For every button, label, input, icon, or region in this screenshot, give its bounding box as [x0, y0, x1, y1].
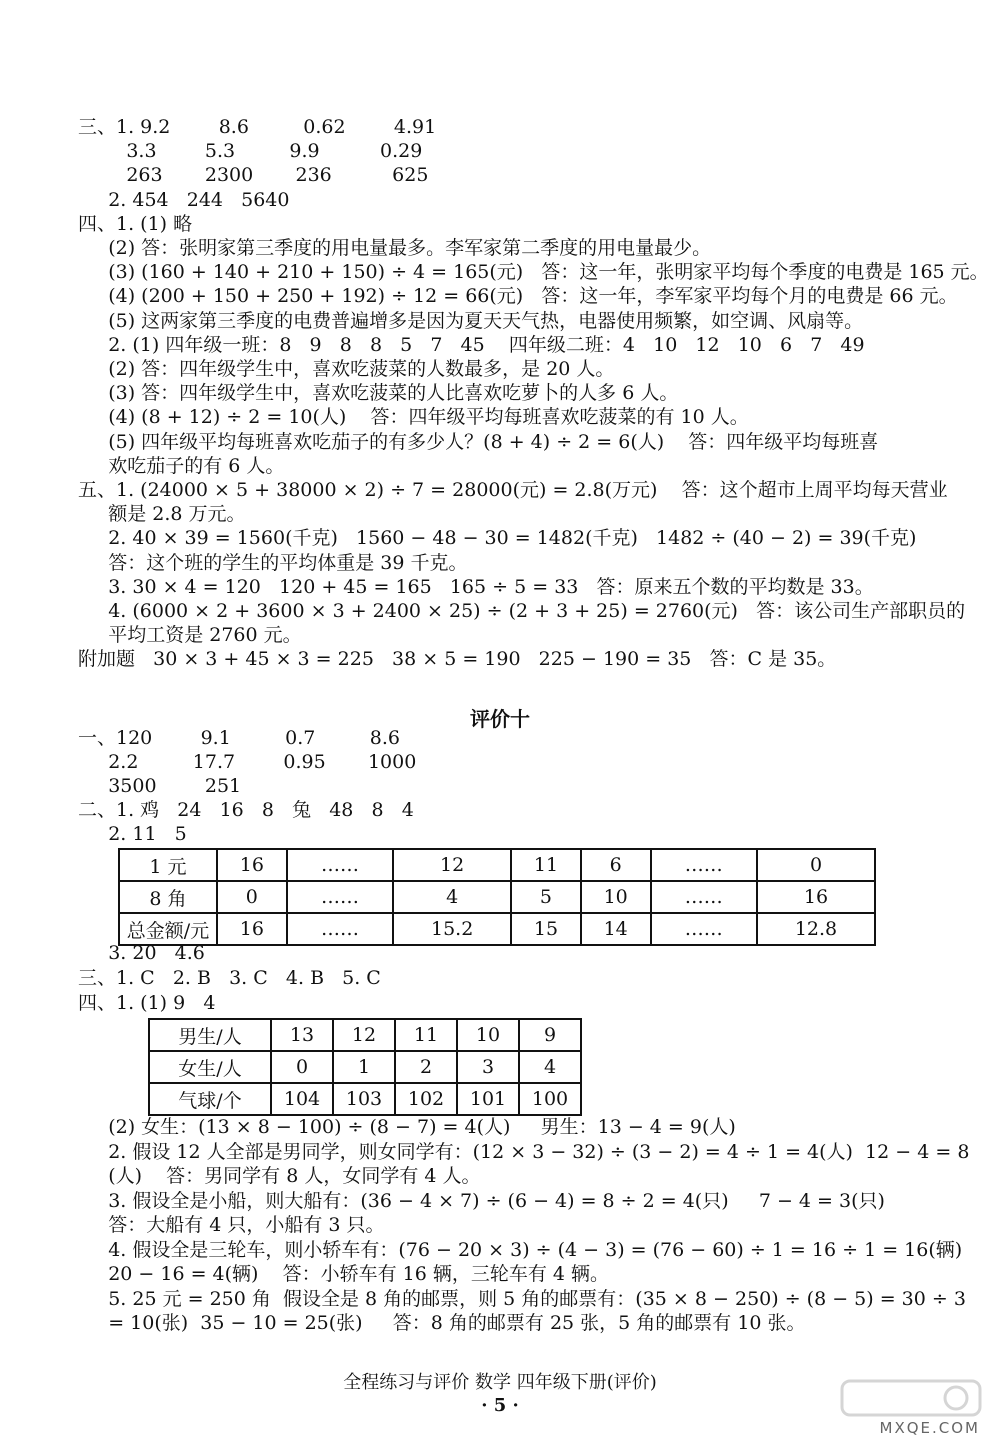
- text-line: 一、120 9.1 0.7 8.6: [78, 727, 400, 749]
- text-line: 二、1. 鸡 24 16 8 兔 48 8 4: [78, 799, 414, 821]
- text-line: 2. 假设 12 人全部是男同学，则女同学有：(12 × 3 − 32) ÷ (3 − 2) = 4 ÷ 1 = 4(人) 12 − 4 = 8: [78, 1140, 970, 1163]
- table-cell: 16: [217, 849, 287, 881]
- text-line: 4. 假设全是三轮车，则小轿车有：(76 − 20 × 3) ÷ (4 − 3) = (76 − 60) ÷ 1 = 16 ÷ 1 = 16(辆): [78, 1238, 963, 1261]
- table-cell: ……: [651, 849, 757, 881]
- text-line: (人) 答：男同学有 8 人，女同学有 4 人。: [78, 1165, 481, 1187]
- table-row: [119, 881, 875, 913]
- text-line: 2.2 17.7 0.95 1000: [78, 751, 417, 773]
- table-cell: 101: [457, 1083, 519, 1115]
- table-cell: ……: [287, 849, 393, 881]
- table-cell: 12: [333, 1019, 395, 1051]
- table-cell: 12.8: [757, 913, 875, 945]
- table-cell: 0: [757, 849, 875, 881]
- balloon-table: [148, 1018, 582, 1116]
- text-line: 三、1. 9.2 8.6 0.62 4.91: [78, 116, 437, 138]
- table-row: [149, 1083, 581, 1115]
- table-cell: 100: [519, 1083, 581, 1115]
- text-line: (2) 答：张明家第三季度的用电量最多。李军家第二季度的用电量最少。: [78, 237, 712, 259]
- text-line: 额是 2.8 万元。: [78, 503, 246, 526]
- text-line: (2) 女生：(13 × 8 − 100) ÷ (8 − 7) = 4(人) 男生：13 − 4 = 9(人): [78, 1116, 736, 1138]
- text-line: 2. 454 244 5640: [78, 188, 290, 211]
- table-row: [149, 1019, 581, 1051]
- row-header-cell: 总金额/元: [119, 913, 217, 945]
- table-cell: 2: [395, 1051, 457, 1083]
- table-cell: 10: [457, 1019, 519, 1051]
- table-cell: 0: [217, 881, 287, 913]
- row-header-cell: 1 元: [119, 849, 217, 881]
- table-cell: 4: [519, 1051, 581, 1083]
- text-line: = 10(张) 35 − 10 = 25(张) 答：8 角的邮票有 25 张，5 角的邮票有 10 张。: [78, 1312, 806, 1334]
- text-line: (3) 答：四年级学生中，喜欢吃菠菜的人比喜欢吃萝卜的人多 6 人。: [78, 382, 679, 405]
- row-header-cell: 女生/人: [149, 1051, 271, 1083]
- text-line: 3. 假设全是小船，则大船有：(36 − 4 × 7) ÷ (6 − 4) = 8 ÷ 2 = 4(只) 7 − 4 = 3(只): [78, 1189, 885, 1212]
- table-cell: 6: [581, 849, 651, 881]
- text-line: 2. 40 × 39 = 1560(千克) 1560 − 48 − 30 = 1482(千克) 1482 ÷ (40 − 2) = 39(千克): [78, 527, 917, 550]
- row-header-cell: 8 角: [119, 881, 217, 913]
- table-cell: 4: [393, 881, 511, 913]
- table-cell: 1: [333, 1051, 395, 1083]
- coin-table: [118, 848, 876, 946]
- text-line: 263 2300 236 625: [78, 164, 429, 187]
- table-cell: ……: [287, 881, 393, 913]
- text-line: 3500 251: [78, 775, 242, 797]
- table-cell: 12: [393, 849, 511, 881]
- text-line: 2. 11 5: [78, 823, 187, 845]
- table-row: [149, 1051, 581, 1083]
- text-line: 4. (6000 × 2 + 3600 × 3 + 2400 × 25) ÷ (2 + 3 + 25) = 2760(元) 答：该公司生产部职员的: [78, 600, 966, 622]
- text-line: 3. 30 × 4 = 120 120 + 45 = 165 165 ÷ 5 = 33 答：原来五个数的平均数是 33。: [78, 575, 874, 598]
- table-cell: 15: [511, 913, 581, 945]
- table-cell: 104: [271, 1083, 333, 1115]
- table-cell: ……: [287, 913, 393, 945]
- text-line: 3. 20 4.6: [78, 942, 205, 964]
- text-line: 20 − 16 = 4(辆) 答：小轿车有 16 辆，三轮车有 4 辆。: [78, 1263, 610, 1285]
- table-cell: 14: [581, 913, 651, 945]
- table-row: [119, 913, 875, 945]
- text-line: 四、1. (1) 9 4: [78, 992, 216, 1014]
- text-line: (5) 四年级平均每班喜欢吃茄子的有多少人？(8 + 4) ÷ 2 = 6(人) 答：四年级平均每班喜: [78, 430, 879, 453]
- row-header-cell: 气球/个: [149, 1083, 271, 1115]
- text-line: 三、1. C 2. B 3. C 4. B 5. C: [78, 967, 381, 989]
- text-line: 3.3 5.3 9.9 0.29: [78, 140, 423, 163]
- table-cell: 15.2: [393, 913, 511, 945]
- footer-title: 全程练习与评价 数学 四年级下册(评价): [343, 1372, 657, 1393]
- table-cell: 16: [217, 913, 287, 945]
- table-cell: 5: [511, 881, 581, 913]
- row-header-cell: 男生/人: [149, 1019, 271, 1051]
- table-cell: 3: [457, 1051, 519, 1083]
- table-cell: 103: [333, 1083, 395, 1115]
- section-heading: 评价十: [470, 707, 530, 731]
- text-line: (2) 答：四年级学生中，喜欢吃菠菜的人数最多，是 20 人。: [78, 358, 615, 380]
- text-line: 答：大船有 4 只，小船有 3 只。: [78, 1214, 385, 1236]
- table-cell: 10: [581, 881, 651, 913]
- text-line: 附加题 30 × 3 + 45 × 3 = 225 38 × 5 = 190 225 − 190 = 35 答：C 是 35。: [78, 648, 837, 671]
- table-cell: 9: [519, 1019, 581, 1051]
- table-cell: ……: [651, 913, 757, 945]
- text-line: (3) (160 + 140 + 210 + 150) ÷ 4 = 165(元) 答：这一年，张明家平均每个季度的电费是 165 元。: [78, 261, 989, 284]
- watermark-text: MXQE.COM: [879, 1419, 980, 1437]
- text-line: (4) (8 + 12) ÷ 2 = 10(人) 答：四年级平均每班喜欢吃菠菜的有 10 人。: [78, 406, 749, 429]
- text-line: 平均工资是 2760 元。: [78, 624, 302, 647]
- text-line: 四、1. (1) 略: [78, 212, 193, 235]
- table-cell: 11: [511, 849, 581, 881]
- table-row: [119, 849, 875, 881]
- table-cell: ……: [651, 881, 757, 913]
- text-line: 欢吃茄子的有 6 人。: [78, 454, 285, 477]
- text-line: 五、1. (24000 × 5 + 38000 × 2) ÷ 7 = 28000(元) = 2.8(万元) 答：这个超市上周平均每天营业: [78, 479, 948, 501]
- text-line: (5) 这两家第三季度的电费普遍增多是因为夏天天气热，电器使用频繁，如空调、风扇等。: [78, 309, 864, 332]
- text-line: (4) (200 + 150 + 250 + 192) ÷ 12 = 66(元) 答：这一年，李军家平均每个月的电费是 66 元。: [78, 285, 958, 308]
- table-cell: 0: [271, 1051, 333, 1083]
- text-line: 答：这个班的学生的平均体重是 39 千克。: [78, 551, 468, 574]
- page-number: · 5 ·: [481, 1395, 519, 1416]
- text-line: 5. 25 元 = 250 角 假设全是 8 角的邮票，则 5 角的邮票有：(35 × 8 − 250) ÷ (8 − 5) = 30 ÷ 3: [78, 1287, 966, 1310]
- table-cell: 102: [395, 1083, 457, 1115]
- table-cell: 11: [395, 1019, 457, 1051]
- table-cell: 13: [271, 1019, 333, 1051]
- text-line: 2. (1) 四年级一班：8 9 8 8 5 7 45 四年级二班：4 10 12 10 6 7 49: [78, 333, 865, 356]
- table-cell: 16: [757, 881, 875, 913]
